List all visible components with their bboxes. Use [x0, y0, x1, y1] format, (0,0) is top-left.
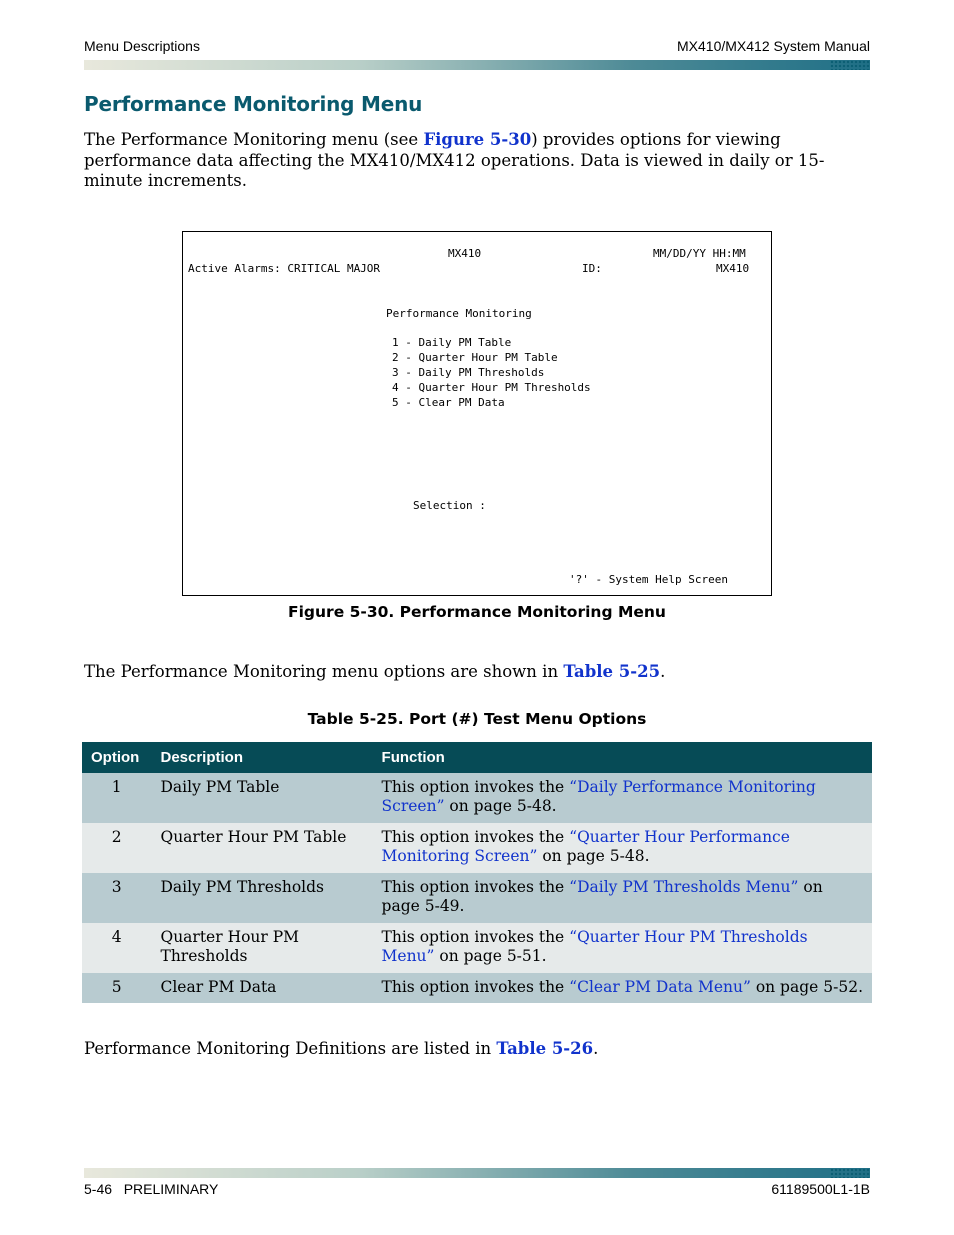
function-page: on page 5-48.	[537, 847, 650, 865]
options-text-start: The Performance Monitoring menu options are shown in	[84, 662, 564, 681]
option-number: 2	[82, 823, 151, 873]
option-description: Clear PM Data	[151, 973, 372, 1003]
terminal-menu-title: Performance Monitoring	[386, 307, 532, 320]
function-link[interactable]: “Daily Performance Monitoring Screen”	[381, 778, 816, 815]
footer-left: 5-46 PRELIMINARY	[84, 1181, 219, 1197]
definitions-text-start: Performance Monitoring Definitions are listed in	[84, 1039, 497, 1058]
table-caption: Table 5-25. Port (#) Test Menu Options	[307, 710, 647, 728]
option-function	[373, 923, 872, 973]
terminal-screen	[182, 231, 772, 596]
option-description: Quarter Hour PM Thresholds	[151, 923, 372, 973]
definitions-table-link[interactable]: Table 5-26	[496, 1039, 594, 1058]
function-page: on page 5-51.	[434, 947, 547, 965]
function-link[interactable]: “Quarter Hour Performance Monitoring Screen”	[381, 828, 790, 865]
table-header-row	[82, 742, 872, 773]
intro-text-start: The Performance Monitoring menu (see	[84, 130, 424, 149]
footer-rule	[84, 1168, 870, 1178]
option-number: 4	[82, 923, 151, 973]
function-link[interactable]: “Daily PM Thresholds Menu”	[569, 878, 799, 896]
table-row	[82, 973, 872, 1003]
header-rule	[84, 60, 870, 70]
terminal-device: MX410	[448, 247, 482, 260]
option-description: Daily PM Table	[151, 773, 372, 823]
option-number: 1	[82, 773, 151, 823]
option-function	[373, 873, 872, 923]
terminal-id-label: ID:	[582, 262, 602, 275]
options-text-end: .	[660, 662, 666, 681]
terminal-menu-item[interactable]: 4 - Quarter Hour PM Thresholds	[392, 381, 591, 394]
intro-paragraph	[84, 130, 874, 192]
header-description: Description	[151, 742, 372, 773]
terminal-alarms: Active Alarms: CRITICAL MAJOR	[188, 262, 381, 275]
header-right: MX410/MX412 System Manual	[677, 38, 870, 54]
figure-link[interactable]: Figure 5-30	[423, 130, 532, 149]
function-text: This option invokes the	[381, 778, 570, 796]
terminal-menu-item[interactable]: 3 - Daily PM Thresholds	[392, 366, 545, 379]
terminal-datetime: MM/DD/YY HH:MM	[653, 247, 746, 260]
function-link[interactable]: “Quarter Hour PM Thresholds Menu”	[381, 928, 808, 965]
table-row	[82, 823, 872, 873]
intro-text-end: ) provides options for viewing performance data affecting the MX410/MX412 operations. Data is viewed in daily or 15-minute increments.	[84, 130, 825, 190]
figure-caption: Figure 5-30. Performance Monitoring Menu	[288, 603, 666, 621]
function-page: on page 5-48.	[444, 797, 557, 815]
footer-right: 61189500L1-1B	[771, 1181, 870, 1197]
header-function: Function	[373, 742, 872, 773]
definitions-paragraph	[84, 1039, 874, 1060]
function-text: This option invokes the	[381, 928, 570, 946]
function-page: on page 5-49.	[381, 878, 823, 915]
header-option: Option	[82, 742, 151, 773]
option-function	[373, 773, 872, 823]
terminal-id-value: MX410	[716, 262, 750, 275]
section-title: Performance Monitoring Menu	[84, 92, 423, 116]
table-row	[82, 923, 872, 973]
function-text: This option invokes the	[381, 878, 570, 896]
function-link[interactable]: “Clear PM Data Menu”	[569, 978, 751, 996]
table-row	[82, 873, 872, 923]
option-description: Quarter Hour PM Table	[151, 823, 372, 873]
function-text: This option invokes the	[381, 978, 570, 996]
option-description: Daily PM Thresholds	[151, 873, 372, 923]
menu-options-table	[82, 742, 872, 1003]
table-row	[82, 773, 872, 823]
terminal-help-hint: '?' - System Help Screen	[569, 573, 728, 586]
terminal-selection-prompt[interactable]: Selection :	[413, 499, 486, 512]
terminal-menu-item[interactable]: 1 - Daily PM Table	[392, 336, 512, 349]
option-function	[373, 973, 872, 1003]
table-link[interactable]: Table 5-25	[563, 662, 661, 681]
option-number: 5	[82, 973, 151, 1003]
option-function	[373, 823, 872, 873]
terminal-menu-item[interactable]: 5 - Clear PM Data	[392, 396, 505, 409]
options-paragraph	[84, 662, 874, 683]
definitions-text-end: .	[593, 1039, 599, 1058]
function-page: on page 5-52.	[750, 978, 863, 996]
option-number: 3	[82, 873, 151, 923]
header-left: Menu Descriptions	[84, 38, 200, 54]
terminal-menu-item[interactable]: 2 - Quarter Hour PM Table	[392, 351, 558, 364]
function-text: This option invokes the	[381, 828, 570, 846]
